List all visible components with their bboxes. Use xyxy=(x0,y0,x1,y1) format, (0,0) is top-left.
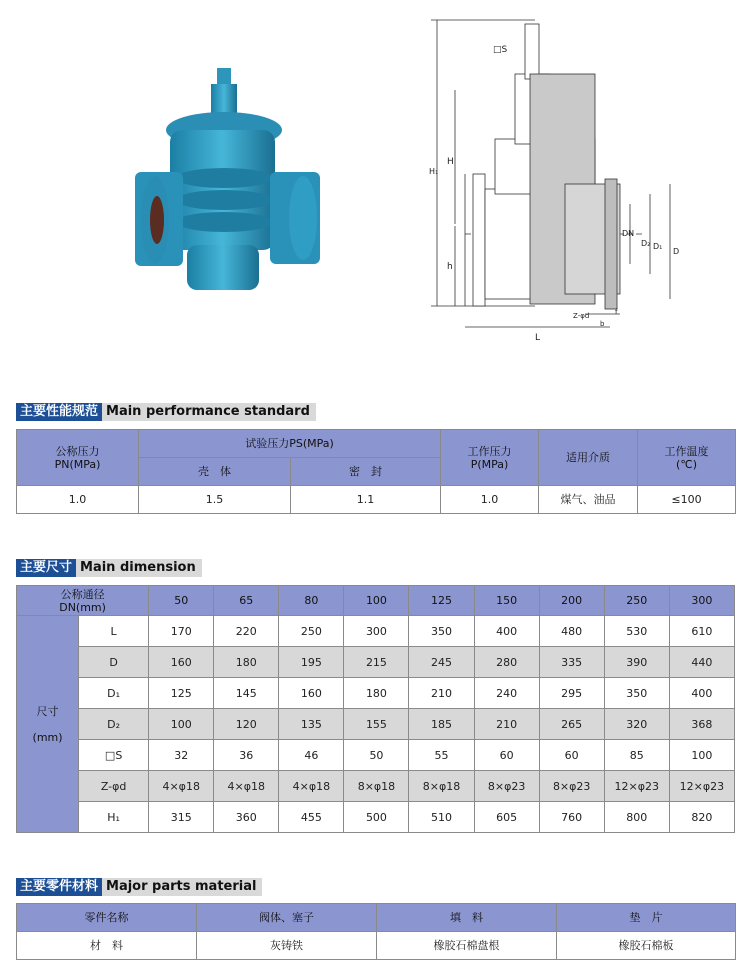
performance-table xyxy=(16,429,736,514)
dn-value: 250 xyxy=(604,586,669,616)
shell-value: 1.5 xyxy=(139,486,291,514)
dimension-cell: 12×φ23 xyxy=(604,771,669,802)
dimension-cell: 820 xyxy=(669,802,734,833)
dimension-name: D xyxy=(79,647,149,678)
dimension-cell: 360 xyxy=(214,802,279,833)
valve-drawing xyxy=(425,14,685,344)
label-d2: D₂ xyxy=(641,239,651,248)
seal-value: 1.1 xyxy=(291,486,441,514)
dimension-cell: 55 xyxy=(409,740,474,771)
dimension-cell: 125 xyxy=(149,678,214,709)
table-row xyxy=(17,678,735,709)
dimension-cell: 610 xyxy=(669,616,734,647)
dimension-cell: 400 xyxy=(669,678,734,709)
performance-header xyxy=(16,403,316,421)
dimension-cell: 480 xyxy=(539,616,604,647)
dimension-title-cn: 主要尺寸 xyxy=(16,559,76,577)
dimension-cell: 155 xyxy=(344,709,409,740)
table-row xyxy=(17,616,735,647)
dimension-cell: 8×φ18 xyxy=(409,771,474,802)
shell-header: 壳 体 xyxy=(139,458,291,486)
dimension-name: □S xyxy=(79,740,149,771)
dimension-cell: 8×φ23 xyxy=(474,771,539,802)
dimension-title-en: Main dimension xyxy=(76,559,202,577)
dimension-cell: 12×φ23 xyxy=(669,771,734,802)
dimension-cell: 180 xyxy=(344,678,409,709)
dimension-cell: 280 xyxy=(474,647,539,678)
medium-value: 煤气、油品 xyxy=(539,486,638,514)
dimension-cell: 350 xyxy=(409,616,474,647)
label-h-small: h xyxy=(447,262,453,272)
dimension-cell: 315 xyxy=(149,802,214,833)
label-f: f xyxy=(615,308,618,316)
pn-value: 1.0 xyxy=(17,486,139,514)
table-row xyxy=(17,647,735,678)
temp-header: 工作温度 (℃) xyxy=(638,430,736,486)
material-body: 灰铸铁 xyxy=(197,932,377,960)
dimension-cell: 185 xyxy=(409,709,474,740)
label-h1: H₁ xyxy=(429,167,439,176)
dimension-name: L xyxy=(79,616,149,647)
table-row xyxy=(17,802,735,833)
table-row xyxy=(17,709,735,740)
material-packing: 橡胶石棉盘根 xyxy=(377,932,557,960)
dimension-cell: 8×φ23 xyxy=(539,771,604,802)
dimension-cell: 195 xyxy=(279,647,344,678)
dimension-cell: 368 xyxy=(669,709,734,740)
dimension-cell: 8×φ18 xyxy=(344,771,409,802)
dn-value: 50 xyxy=(149,586,214,616)
performance-title-en: Main performance standard xyxy=(102,403,316,421)
dimension-cell: 60 xyxy=(474,740,539,771)
dimension-cell: 4×φ18 xyxy=(149,771,214,802)
temp-value: ≤100 xyxy=(638,486,736,514)
material-header-gasket: 垫 片 xyxy=(557,904,736,932)
dimension-cell: 295 xyxy=(539,678,604,709)
dimension-cell: 60 xyxy=(539,740,604,771)
material-header-body: 阀体、塞子 xyxy=(197,904,377,932)
label-dn: DN xyxy=(622,229,635,238)
dimension-cell: 800 xyxy=(604,802,669,833)
materials-header xyxy=(16,878,262,896)
dimension-cell: 250 xyxy=(279,616,344,647)
material-header-packing: 填 料 xyxy=(377,904,557,932)
dn-value: 100 xyxy=(344,586,409,616)
dimension-cell: 220 xyxy=(214,616,279,647)
label-d1: D₁ xyxy=(653,242,663,251)
dimension-cell: 170 xyxy=(149,616,214,647)
dimension-cell: 240 xyxy=(474,678,539,709)
materials-table xyxy=(16,903,736,960)
label-s: □S xyxy=(493,45,508,55)
dimension-table xyxy=(16,585,735,833)
dimension-cell: 760 xyxy=(539,802,604,833)
dimension-cell: 50 xyxy=(344,740,409,771)
dimension-cell: 605 xyxy=(474,802,539,833)
dimension-cell: 85 xyxy=(604,740,669,771)
seal-header: 密 封 xyxy=(291,458,441,486)
dimension-cell: 320 xyxy=(604,709,669,740)
dimension-cell: 135 xyxy=(279,709,344,740)
dimension-cell: 145 xyxy=(214,678,279,709)
dimension-cell: 160 xyxy=(279,678,344,709)
dimension-cell: 210 xyxy=(474,709,539,740)
dn-value: 65 xyxy=(214,586,279,616)
label-zphi: Z-φd xyxy=(573,312,590,320)
table-row xyxy=(17,740,735,771)
dn-value: 125 xyxy=(409,586,474,616)
dimension-name: H₁ xyxy=(79,802,149,833)
medium-header: 适用介质 xyxy=(539,430,638,486)
dimension-cell: 100 xyxy=(669,740,734,771)
dimension-cell: 215 xyxy=(344,647,409,678)
work-value: 1.0 xyxy=(441,486,539,514)
label-b: b xyxy=(600,320,605,328)
dimension-cell: 510 xyxy=(409,802,474,833)
dimension-cell: 180 xyxy=(214,647,279,678)
dimension-cell: 440 xyxy=(669,647,734,678)
label-h-big: H xyxy=(447,157,454,167)
dimension-name: Z-φd xyxy=(79,771,149,802)
label-d: D xyxy=(673,247,680,256)
dimension-cell: 36 xyxy=(214,740,279,771)
dimension-cell: 4×φ18 xyxy=(279,771,344,802)
dimension-cell: 390 xyxy=(604,647,669,678)
test-pressure-header: 试验压力PS(MPa) xyxy=(139,430,441,458)
dimension-name: D₁ xyxy=(79,678,149,709)
material-header-part: 零件名称 xyxy=(17,904,197,932)
label-l: L xyxy=(535,333,541,343)
dimension-name: D₂ xyxy=(79,709,149,740)
dimension-cell: 46 xyxy=(279,740,344,771)
work-pressure-header: 工作压力 P(MPa) xyxy=(441,430,539,486)
dimension-cell: 160 xyxy=(149,647,214,678)
dn-value: 200 xyxy=(539,586,604,616)
materials-title-cn: 主要零件材料 xyxy=(16,878,102,896)
size-label: 尺寸 (mm) xyxy=(17,616,79,833)
dimension-cell: 455 xyxy=(279,802,344,833)
dimension-cell: 400 xyxy=(474,616,539,647)
materials-title-en: Major parts material xyxy=(102,878,262,896)
dimension-cell: 4×φ18 xyxy=(214,771,279,802)
dimension-cell: 500 xyxy=(344,802,409,833)
dn-header: 公称通径 DN(mm) xyxy=(17,586,149,616)
dimension-cell: 32 xyxy=(149,740,214,771)
dimension-cell: 100 xyxy=(149,709,214,740)
dimension-cell: 265 xyxy=(539,709,604,740)
valve-photo xyxy=(125,60,330,300)
dn-value: 150 xyxy=(474,586,539,616)
dn-value: 300 xyxy=(669,586,734,616)
dimension-cell: 350 xyxy=(604,678,669,709)
dimension-cell: 300 xyxy=(344,616,409,647)
material-label: 材 料 xyxy=(17,932,197,960)
dimension-cell: 335 xyxy=(539,647,604,678)
dimension-cell: 530 xyxy=(604,616,669,647)
performance-title-cn: 主要性能规范 xyxy=(16,403,102,421)
table-row xyxy=(17,771,735,802)
dimension-cell: 210 xyxy=(409,678,474,709)
dimension-cell: 245 xyxy=(409,647,474,678)
dimension-header xyxy=(16,559,202,577)
pn-header: 公称压力 PN(MPa) xyxy=(17,430,139,486)
dimension-cell: 120 xyxy=(214,709,279,740)
material-gasket: 橡胶石棉板 xyxy=(557,932,736,960)
dn-value: 80 xyxy=(279,586,344,616)
